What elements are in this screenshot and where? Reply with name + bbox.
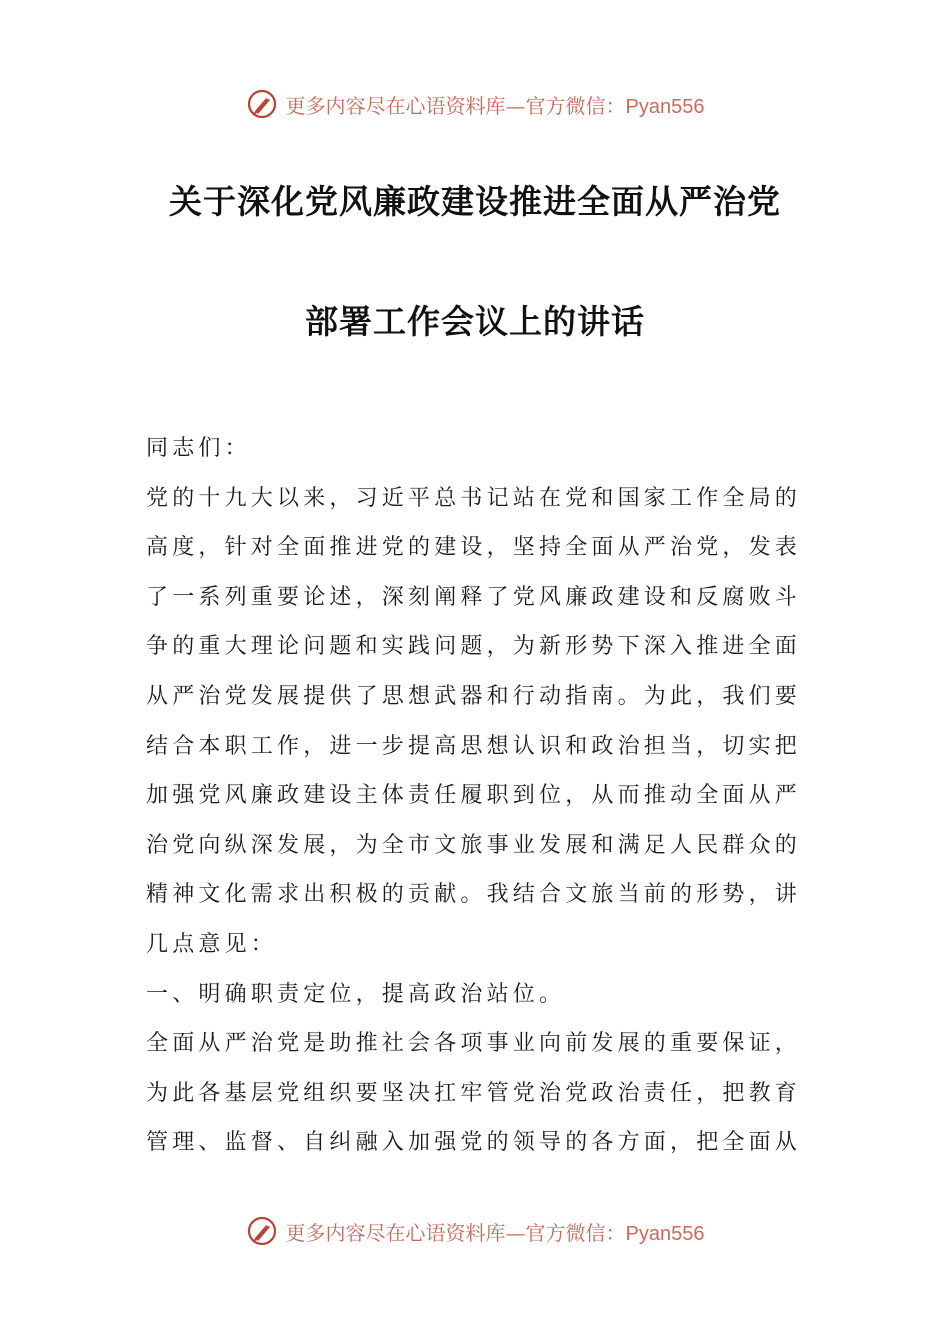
- watermark-account: Pyan556: [625, 1222, 705, 1245]
- salutation: 同志们：: [146, 436, 251, 461]
- document-title-line-2: 部署工作会议上的讲话: [305, 302, 645, 341]
- header-watermark: [0, 84, 950, 124]
- watermark-account: Pyan556: [625, 95, 705, 118]
- document-body: [146, 424, 808, 1168]
- document-title-line-1: 关于深化党风廉政建设推进全面从严治党: [169, 182, 781, 221]
- body-paragraph-2: 全面从严治党是助推社会各项事业向前发展的重要保证，为此各基层党组织要坚决扛牢管党治党政治责任，把教育管理、监督、自纠融入加强党的领导的各方面，把全面从: [146, 1031, 802, 1156]
- section-heading-1: 一、明确职责定位，提高政治站位。: [146, 981, 566, 1007]
- pen-nib-logo-icon: [246, 88, 278, 120]
- watermark-text: 更多内容尽在心语资料库—官方微信：Pyan556: [285, 93, 705, 118]
- pen-nib-logo-icon: [246, 1215, 278, 1247]
- body-paragraph-1: 党的十九大以来，习近平总书记站在党和国家工作全局的高度，针对全面推进党的建设，坚持全面从严治党，发表了一系列重要论述，深刻阐释了党风廉政建设和反腐败斗争的重大理论问题和实践问题，为新形势下深入推进全面从严治党发展提供了思想武器和行动指南。为此，我们要结合本职工作，进一步提高思想认识和政治担当，切实把加强党风廉政建设主体责任履职到位，从而推动全面从严治党向纵深发展，为全市文旅事业发展和满足人民群众的精神文化需求出积极的贡献。我结合文旅当前的形势，讲几点意见：: [146, 485, 802, 957]
- watermark-text: 更多内容尽在心语资料库—官方微信：Pyan556: [285, 1220, 705, 1245]
- footer-watermark: [0, 1211, 950, 1251]
